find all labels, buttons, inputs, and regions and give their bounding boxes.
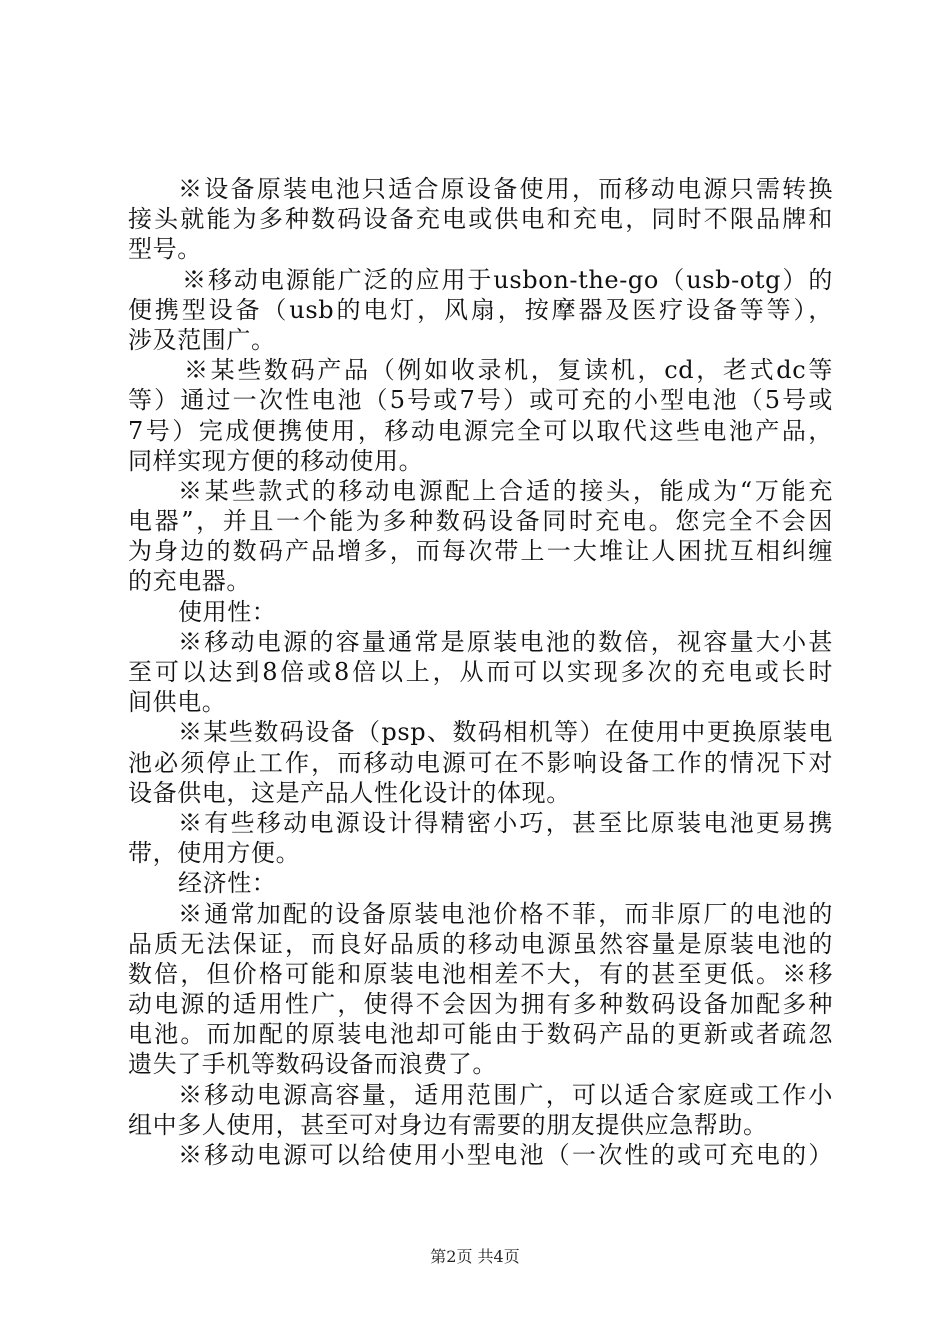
text-line: ※某些款式的移动电源配上合适的接头，能成为“万能充: [178, 476, 833, 505]
text-line: ※有些移动电源设计得精密小巧，甚至比原装电池更易携: [178, 808, 833, 837]
document-body: [128, 174, 833, 1170]
text-line: 电器”，并且一个能为多种数码设备同时充电。您完全不会因: [128, 507, 833, 536]
text-line: ※移动电源可以给使用小型电池（一次性的或可充电的）: [178, 1141, 833, 1169]
text-line: 动电源的适用性广，使得不会因为拥有多种数码设备加配多种: [128, 990, 833, 1019]
text-line: ※某些数码产品（例如收录机，复读机，cd，老式dc等: [184, 356, 833, 385]
text-line: 设备供电，这是产品人性化设计的体现。: [128, 778, 571, 807]
text-line: 使用性：: [178, 597, 277, 626]
text-line: 7号）完成便携使用，移动电源完全可以取代这些电池产品，: [128, 416, 833, 445]
text-line: ※移动电源高容量，适用范围广，可以适合家庭或工作小: [178, 1080, 833, 1109]
text-line: 组中多人使用，甚至可对身边有需要的朋友提供应急帮助。: [128, 1110, 768, 1139]
text-line: ※移动电源的容量通常是原装电池的数倍，视容量大小甚: [178, 627, 833, 656]
text-line: ※某些数码设备（psp、数码相机等）在使用中更换原装电: [178, 718, 833, 747]
text-line: 经济性：: [178, 869, 277, 898]
text-line: ※移动电源能广泛的应用于usbon-the-go（usb-otg）的: [182, 265, 833, 294]
text-line: 电池。而加配的原装电池却可能由于数码产品的更新或者疏忽: [128, 1020, 833, 1049]
text-line: 涉及范围广。: [128, 325, 276, 354]
text-line: 遗失了手机等数码设备而浪费了。: [128, 1050, 497, 1079]
text-line: 带，使用方便。: [128, 839, 301, 868]
text-line: 便携型设备（usb的电灯，风扇，按摩器及医疗设备等等），: [128, 295, 833, 324]
text-line: 等）通过一次性电池（5号或7号）或可充的小型电池（5号或: [128, 386, 833, 415]
text-line: 至可以达到8倍或8倍以上，从而可以实现多次的充电或长时: [128, 658, 833, 686]
text-line: 池必须停止工作，而移动电源可在不影响设备工作的情况下对: [128, 748, 833, 777]
text-line: 为身边的数码产品增多，而每次带上一大堆让人困扰互相纠缠: [128, 537, 833, 566]
text-line: 品质无法保证，而良好品质的移动电源虽然容量是原装电池的: [128, 929, 833, 958]
text-line: ※通常加配的设备原装电池价格不菲，而非原厂的电池的: [178, 899, 833, 928]
text-line: 间供电。: [128, 688, 227, 717]
text-line: 数倍，但价格可能和原装电池相差不大，有的甚至更低。※移: [128, 959, 833, 988]
page-footer: 第2页 共4页: [430, 1247, 520, 1266]
text-line: 接头就能为多种数码设备充电或供电和充电，同时不限品牌和: [128, 205, 833, 234]
text-line: ※设备原装电池只适合原设备使用，而移动电源只需转换: [178, 175, 833, 203]
text-line: 同样实现方便的移动使用。: [128, 446, 424, 475]
text-line: 的充电器。: [128, 567, 251, 596]
text-line: 型号。: [128, 235, 202, 264]
